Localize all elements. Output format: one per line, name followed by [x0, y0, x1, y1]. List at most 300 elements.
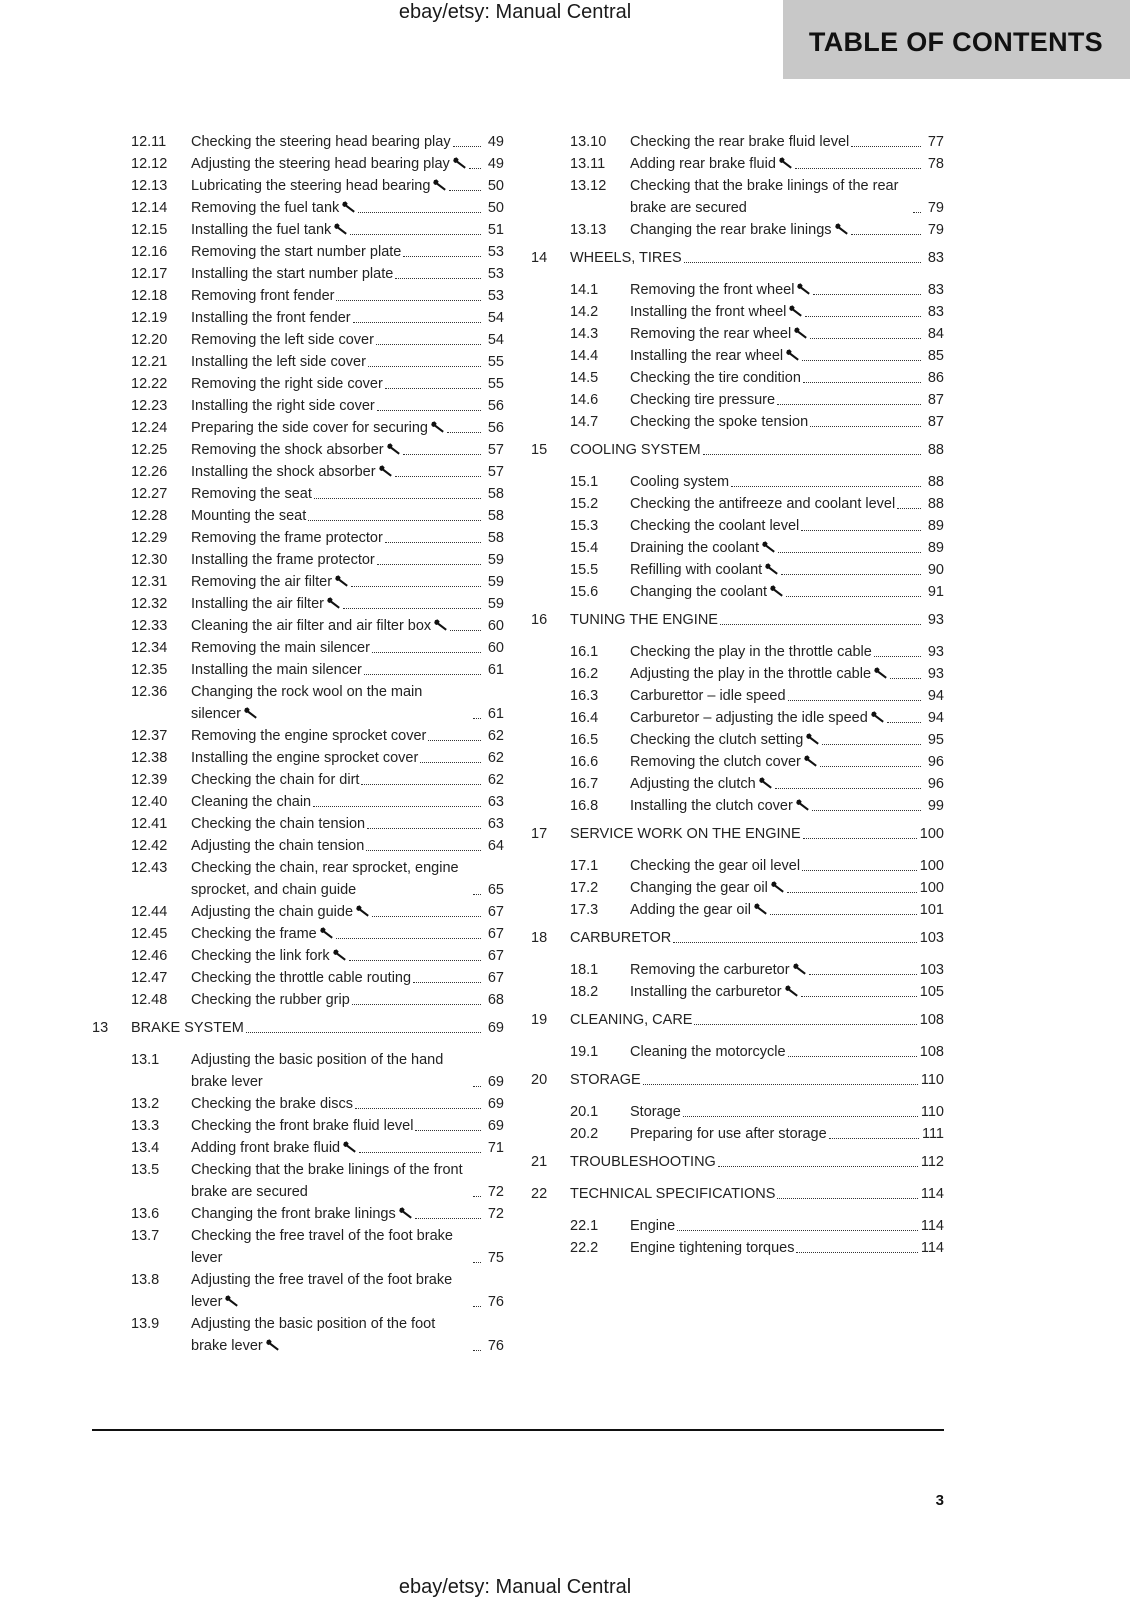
dot-leader — [308, 520, 481, 521]
toc-entry[interactable] — [531, 641, 944, 663]
dot-leader — [786, 596, 921, 597]
page-ref: 100 — [919, 826, 944, 842]
entry-number: 13.10 — [570, 134, 607, 150]
toc-entry[interactable] — [531, 1237, 944, 1259]
toc-entry[interactable] — [531, 581, 944, 603]
toc-entry[interactable] — [92, 1225, 504, 1269]
toc-entry[interactable] — [92, 1269, 504, 1313]
entry-title: Checking the steering head bearing play — [191, 134, 451, 150]
entry-title: Checking the throttle cable routing — [191, 970, 412, 986]
entry-title: SERVICE WORK ON THE ENGINE — [570, 826, 801, 842]
wrench-icon — [786, 349, 800, 361]
entry-title: Removing the clutch cover — [630, 754, 801, 770]
toc-entry[interactable] — [92, 307, 504, 329]
entry-number: 12.13 — [131, 178, 168, 194]
entry-number: 17.3 — [570, 902, 599, 918]
page-ref: 96 — [927, 754, 944, 770]
entry-title: Adjusting the basic position of the hand brake lever — [191, 1052, 444, 1090]
toc-entry[interactable] — [531, 751, 944, 773]
dot-leader — [822, 744, 921, 745]
toc-entry[interactable] — [92, 219, 504, 241]
footer-rule — [92, 1429, 944, 1431]
wrench-icon — [779, 157, 793, 169]
entry-number: 17 — [531, 826, 548, 842]
entry-number: 12.44 — [131, 904, 168, 920]
wrench-icon — [804, 755, 818, 767]
dot-leader — [677, 1230, 918, 1231]
dot-leader — [720, 624, 921, 625]
entry-number: 14.4 — [570, 348, 599, 364]
entry-title: Adjusting the free travel of the foot brake lever — [191, 1272, 453, 1310]
toc-entry[interactable] — [92, 835, 504, 857]
dot-leader — [770, 914, 917, 915]
dot-leader — [359, 1152, 481, 1153]
toc-entry[interactable] — [92, 659, 504, 681]
toc-entry[interactable] — [92, 593, 504, 615]
toc-entry[interactable] — [92, 263, 504, 285]
entry-number: 13.3 — [131, 1118, 160, 1134]
toc-chapter-entry[interactable] — [531, 1069, 944, 1091]
dot-leader — [415, 1218, 481, 1219]
toc-entry[interactable] — [92, 153, 504, 175]
toc-entry[interactable] — [531, 707, 944, 729]
entry-title: Removing the main silencer — [191, 640, 370, 656]
dot-leader — [358, 212, 481, 213]
entry-title: Checking the chain, rear sprocket, engine sprocket, and chain guide — [191, 860, 459, 898]
toc-chapter-entry[interactable] — [531, 439, 944, 461]
entry-number: 13.11 — [570, 156, 606, 172]
toc-entry[interactable] — [92, 285, 504, 307]
entry-title: Changing the rock wool on the main silencer — [191, 684, 423, 722]
dot-leader — [355, 1108, 481, 1109]
wrench-icon — [244, 707, 258, 719]
dot-leader — [781, 574, 921, 575]
entry-number: 20.2 — [570, 1126, 599, 1142]
toc-entry[interactable] — [92, 615, 504, 637]
dot-leader — [420, 762, 481, 763]
page-ref: 57 — [487, 442, 504, 458]
dot-leader — [372, 916, 481, 917]
page-ref: 61 — [487, 706, 504, 722]
toc-entry[interactable] — [531, 1123, 944, 1145]
entry-title: Adjusting the chain guide — [191, 904, 354, 920]
entry-number: 20.1 — [570, 1104, 599, 1120]
entry-title: Storage — [630, 1104, 681, 1120]
entry-title: Checking the coolant level — [630, 518, 800, 534]
entry-title: Adjusting the steering head bearing play — [191, 156, 450, 172]
toc-entry[interactable] — [531, 663, 944, 685]
toc-entry[interactable] — [92, 417, 504, 439]
entry-title: Removing the frame protector — [191, 530, 383, 546]
page-ref: 50 — [487, 178, 504, 194]
page-ref: 101 — [919, 902, 944, 918]
toc-right-column — [531, 131, 944, 1259]
toc-chapter-entry[interactable] — [531, 609, 944, 631]
page-ref: 67 — [487, 926, 504, 942]
page-ref: 90 — [927, 562, 944, 578]
toc-entry[interactable] — [92, 351, 504, 373]
dot-leader — [447, 432, 481, 433]
page-ref: 93 — [927, 644, 944, 660]
toc-entry[interactable] — [531, 537, 944, 559]
entry-number: 13.1 — [131, 1052, 160, 1068]
entry-number: 21 — [531, 1154, 548, 1170]
page-ref: 85 — [927, 348, 944, 364]
entry-number: 13.4 — [131, 1140, 160, 1156]
page-ref: 72 — [487, 1184, 504, 1200]
dot-leader — [395, 278, 481, 279]
toc-entry[interactable] — [531, 855, 944, 877]
entry-number: 15.5 — [570, 562, 599, 578]
wrench-icon — [771, 881, 785, 893]
page-ref: 114 — [920, 1186, 944, 1202]
toc-entry[interactable] — [92, 175, 504, 197]
entry-number: 14.5 — [570, 370, 599, 386]
toc-entry[interactable] — [92, 945, 504, 967]
toc-entry[interactable] — [92, 725, 504, 747]
entry-number: 16.5 — [570, 732, 599, 748]
page-ref: 91 — [927, 584, 944, 600]
entry-number: 17.1 — [570, 858, 599, 874]
entry-number: 12.42 — [131, 838, 168, 854]
entry-title: Adding front brake fluid — [191, 1140, 341, 1156]
entry-title: Refilling with coolant — [630, 562, 763, 578]
wrench-icon — [342, 201, 356, 213]
entry-title: Installing the fuel tank — [191, 222, 332, 238]
entry-number: 12.20 — [131, 332, 168, 348]
entry-title: Installing the carburetor — [630, 984, 782, 1000]
watermark-bottom: ebay/etsy: Manual Central — [398, 1576, 632, 1598]
entry-title: Installing the shock absorber — [191, 464, 376, 480]
toc-entry[interactable] — [531, 795, 944, 817]
toc-entry[interactable] — [92, 769, 504, 791]
entry-number: 12.32 — [131, 596, 168, 612]
toc-entry[interactable] — [531, 493, 944, 515]
entry-title: Checking the chain tension — [191, 816, 366, 832]
page-ref: 55 — [487, 376, 504, 392]
dot-leader — [428, 740, 481, 741]
dot-leader — [364, 674, 481, 675]
toc-entry[interactable] — [92, 527, 504, 549]
dot-leader — [913, 212, 921, 213]
toc-entry[interactable] — [92, 483, 504, 505]
toc-chapter-entry[interactable] — [531, 1009, 944, 1031]
entry-number: 15.2 — [570, 496, 599, 512]
toc-entry[interactable] — [92, 241, 504, 263]
toc-entry[interactable] — [92, 549, 504, 571]
page-ref: 49 — [487, 134, 504, 150]
page-ref: 100 — [919, 858, 944, 874]
page-ref: 67 — [487, 970, 504, 986]
wrench-icon — [387, 443, 401, 455]
toc-entry[interactable] — [92, 373, 504, 395]
toc-entry[interactable] — [531, 1101, 944, 1123]
toc-entry[interactable] — [92, 505, 504, 527]
dot-leader — [377, 564, 481, 565]
entry-title: Installing the start number plate — [191, 266, 394, 282]
entry-title: Removing the shock absorber — [191, 442, 384, 458]
entry-title: Installing the left side cover — [191, 354, 366, 370]
dot-leader — [788, 1056, 917, 1057]
entry-title: Removing front fender — [191, 288, 335, 304]
entry-title: Installing the right side cover — [191, 398, 375, 414]
page-ref: 111 — [921, 1126, 944, 1142]
entry-title: Installing the frame protector — [191, 552, 375, 568]
entry-title: Removing the right side cover — [191, 376, 383, 392]
dot-leader — [777, 1198, 917, 1199]
page-ref: 87 — [927, 414, 944, 430]
dot-leader — [385, 388, 481, 389]
entry-number: 12.17 — [131, 266, 168, 282]
toc-entry[interactable] — [92, 1093, 504, 1115]
entry-number: 13.8 — [131, 1272, 160, 1288]
wrench-icon — [759, 777, 773, 789]
dot-leader — [812, 810, 921, 811]
wrench-icon — [333, 949, 347, 961]
dot-leader — [336, 300, 481, 301]
entry-title: CLEANING, CARE — [570, 1012, 693, 1028]
page-ref: 105 — [919, 984, 944, 1000]
entry-title: Cooling system — [630, 474, 730, 490]
page-ref: 99 — [927, 798, 944, 814]
toc-entry[interactable] — [531, 367, 944, 389]
entry-title: Checking the gear oil level — [630, 858, 801, 874]
dot-leader — [395, 476, 481, 477]
wrench-icon — [785, 985, 799, 997]
toc-entry[interactable] — [92, 923, 504, 945]
toc-entry[interactable] — [92, 747, 504, 769]
entry-number: 12.15 — [131, 222, 168, 238]
entry-title: TROUBLESHOOTING — [570, 1154, 716, 1170]
entry-number: 12.43 — [131, 860, 168, 876]
toc-entry[interactable] — [92, 329, 504, 351]
entry-number: 18.2 — [570, 984, 599, 1000]
entry-number: 12.45 — [131, 926, 168, 942]
entry-number: 22 — [531, 1186, 548, 1202]
dot-leader — [829, 1138, 919, 1139]
toc-entry[interactable] — [531, 345, 944, 367]
wrench-icon — [835, 223, 849, 235]
dot-leader — [473, 1086, 481, 1087]
entry-title: Checking the chain for dirt — [191, 772, 360, 788]
page-ref: 60 — [487, 640, 504, 656]
toc-entry[interactable] — [531, 877, 944, 899]
entry-title: TUNING THE ENGINE — [570, 612, 718, 628]
toc-entry[interactable] — [92, 637, 504, 659]
wrench-icon — [399, 1207, 413, 1219]
toc-entry[interactable] — [92, 1313, 504, 1357]
toc-entry[interactable] — [531, 131, 944, 153]
toc-entry[interactable] — [531, 219, 944, 241]
toc-entry[interactable] — [531, 323, 944, 345]
dot-leader — [403, 256, 481, 257]
entry-number: 12.21 — [131, 354, 168, 370]
toc-entry[interactable] — [92, 1049, 504, 1093]
dot-leader — [795, 168, 921, 169]
entry-number: 12.12 — [131, 156, 168, 172]
entry-number: 16 — [531, 612, 548, 628]
page-ref: 89 — [927, 518, 944, 534]
toc-chapter-entry[interactable] — [531, 1183, 944, 1205]
toc-entry[interactable] — [531, 1041, 944, 1063]
toc-entry[interactable] — [531, 471, 944, 493]
toc-entry[interactable] — [92, 1137, 504, 1159]
page-ref: 96 — [927, 776, 944, 792]
entry-number: 12.29 — [131, 530, 168, 546]
dot-leader — [787, 892, 917, 893]
toc-entry[interactable] — [531, 559, 944, 581]
dot-leader — [897, 508, 921, 509]
wrench-icon — [806, 733, 820, 745]
page-ref: 67 — [487, 904, 504, 920]
toc-entry[interactable] — [531, 515, 944, 537]
wrench-icon — [225, 1295, 239, 1307]
entry-number: 12.28 — [131, 508, 168, 524]
wrench-icon — [794, 327, 808, 339]
toc-entry[interactable] — [531, 153, 944, 175]
entry-number: 12.30 — [131, 552, 168, 568]
entry-title: Changing the gear oil — [630, 880, 768, 896]
dot-leader — [453, 146, 481, 147]
entry-title: Removing the rear wheel — [630, 326, 792, 342]
entry-number: 12.34 — [131, 640, 168, 656]
dot-leader — [343, 608, 481, 609]
wrench-icon — [266, 1339, 280, 1351]
entry-number: 12.27 — [131, 486, 168, 502]
toc-entry[interactable] — [92, 857, 504, 901]
toc-entry[interactable] — [92, 395, 504, 417]
toc-entry[interactable] — [531, 729, 944, 751]
toc-entry[interactable] — [92, 681, 504, 725]
page-ref: 58 — [487, 530, 504, 546]
wrench-icon — [334, 223, 348, 235]
entry-title: Checking tire pressure — [630, 392, 776, 408]
toc-entry[interactable] — [531, 959, 944, 981]
toc-chapter-entry[interactable] — [531, 247, 944, 269]
entry-number: 14.2 — [570, 304, 599, 320]
wrench-icon — [356, 905, 370, 917]
entry-title: Adjusting the clutch — [630, 776, 756, 792]
wrench-icon — [793, 963, 807, 975]
page-ref: 76 — [487, 1338, 504, 1354]
page-ref: 53 — [487, 244, 504, 260]
entry-title: Removing the carburetor — [630, 962, 790, 978]
entry-number: 14.6 — [570, 392, 599, 408]
page-ref: 69 — [487, 1020, 504, 1036]
dot-leader — [851, 234, 921, 235]
wrench-icon — [874, 667, 888, 679]
toc-entry[interactable] — [531, 301, 944, 323]
toc-entry[interactable] — [531, 411, 944, 433]
entry-number: 15.1 — [570, 474, 599, 490]
wrench-icon — [871, 711, 885, 723]
toc-entry[interactable] — [92, 439, 504, 461]
entry-title: Removing the fuel tank — [191, 200, 340, 216]
page-ref: 58 — [487, 486, 504, 502]
entry-title: Installing the clutch cover — [630, 798, 793, 814]
dot-leader — [874, 656, 921, 657]
toc-entry[interactable] — [92, 197, 504, 219]
page-ref: 59 — [487, 596, 504, 612]
wrench-icon — [797, 283, 811, 295]
toc-entry[interactable] — [92, 1203, 504, 1225]
toc-entry[interactable] — [92, 131, 504, 153]
toc-entry[interactable] — [531, 175, 944, 219]
entry-number: 12.19 — [131, 310, 168, 326]
wrench-icon — [434, 619, 448, 631]
page-ref: 56 — [487, 398, 504, 414]
toc-entry[interactable] — [531, 899, 944, 921]
entry-number: 14.3 — [570, 326, 599, 342]
page-ref: 67 — [487, 948, 504, 964]
toc-entry[interactable] — [531, 685, 944, 707]
toc-chapter-entry[interactable] — [531, 927, 944, 949]
toc-chapter-entry[interactable] — [531, 823, 944, 845]
toc-entry[interactable] — [92, 791, 504, 813]
toc-entry[interactable] — [92, 1115, 504, 1137]
toc-entry[interactable] — [92, 571, 504, 593]
toc-entry[interactable] — [92, 1159, 504, 1203]
toc-entry[interactable] — [92, 813, 504, 835]
entry-number: 16.6 — [570, 754, 599, 770]
dot-leader — [731, 486, 921, 487]
dot-leader — [813, 294, 921, 295]
toc-entry[interactable] — [531, 981, 944, 1003]
toc-chapter-entry[interactable] — [531, 1151, 944, 1173]
page-ref: 69 — [487, 1074, 504, 1090]
toc-entry[interactable] — [531, 773, 944, 795]
toc-entry[interactable] — [92, 989, 504, 1011]
page-ref: 110 — [920, 1072, 944, 1088]
wrench-icon — [762, 541, 776, 553]
entry-number: 17.2 — [570, 880, 599, 896]
wrench-icon — [770, 585, 784, 597]
page-ref: 55 — [487, 354, 504, 370]
page-ref: 83 — [927, 304, 944, 320]
toc-entry[interactable] — [531, 389, 944, 411]
page-ref: 58 — [487, 508, 504, 524]
dot-leader — [415, 1130, 481, 1131]
page-ref: 103 — [919, 930, 944, 946]
page-ref: 108 — [919, 1044, 944, 1060]
page-ref: 114 — [920, 1240, 944, 1256]
entry-number: 12.24 — [131, 420, 168, 436]
entry-title: Adding rear brake fluid — [630, 156, 776, 172]
dot-leader — [694, 1024, 916, 1025]
wrench-icon — [379, 465, 393, 477]
wrench-icon — [453, 157, 467, 169]
toc-chapter-entry[interactable] — [92, 1017, 504, 1039]
toc-entry[interactable] — [92, 901, 504, 923]
page-ref: 54 — [487, 332, 504, 348]
dot-leader — [367, 828, 481, 829]
toc-entry[interactable] — [531, 279, 944, 301]
page-ref: 112 — [920, 1154, 944, 1170]
entry-number: 19.1 — [570, 1044, 599, 1060]
entry-title: Checking the play in the throttle cable — [630, 644, 872, 660]
page-ref: 57 — [487, 464, 504, 480]
dot-leader — [887, 722, 921, 723]
toc-entry[interactable] — [92, 461, 504, 483]
entry-title: Checking that the brake linings of the front brake are secured — [191, 1162, 463, 1200]
dot-leader — [336, 938, 481, 939]
toc-entry[interactable] — [92, 967, 504, 989]
entry-title: Changing the front brake linings — [191, 1206, 396, 1222]
wrench-icon — [431, 421, 445, 433]
toc-entry[interactable] — [531, 1215, 944, 1237]
entry-number: 18.1 — [570, 962, 599, 978]
page-ref: 59 — [487, 574, 504, 590]
